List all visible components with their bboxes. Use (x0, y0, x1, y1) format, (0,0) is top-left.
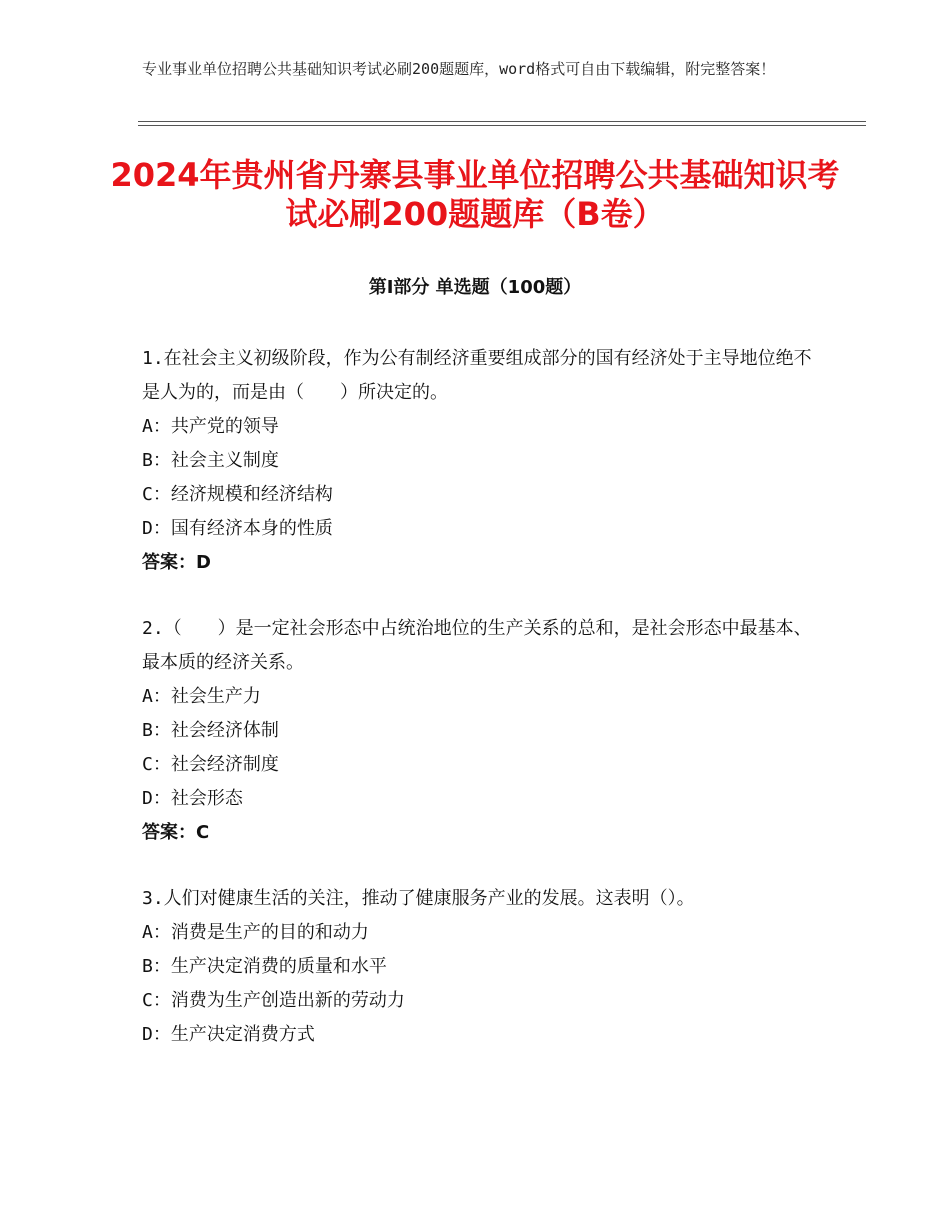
header-divider-top (138, 121, 866, 122)
question-stem: 2.（ ）是一定社会形态中占统治地位的生产关系的总和，是社会形态中最基本、最本质的经济关系。 (142, 618, 812, 673)
answer: 答案：D (142, 552, 211, 573)
option-c: C：经济规模和经济结构 (142, 484, 333, 505)
option-a: A：消费是生产的目的和动力 (142, 922, 369, 943)
question-list (142, 342, 812, 1084)
question-1 (142, 342, 812, 580)
section-heading: 第Ⅰ部分 单选题（100题） (368, 277, 582, 298)
answer: 答案：C (142, 822, 210, 843)
option-b: B：生产决定消费的质量和水平 (142, 956, 387, 977)
header-note: 专业事业单位招聘公共基础知识考试必刷200题题库，word格式可自由下载编辑，附完整答案！ (142, 60, 776, 78)
question-3 (142, 882, 812, 1052)
document-title: 2024年贵州省丹寨县事业单位招聘公共基础知识考试必刷200题题库（B卷） (110, 156, 840, 233)
option-a: A：共产党的领导 (142, 416, 279, 437)
option-c: C：社会经济制度 (142, 754, 279, 775)
option-d: D：生产决定消费方式 (142, 1024, 315, 1045)
option-a: A：社会生产力 (142, 686, 261, 707)
question-stem: 3.人们对健康生活的关注，推动了健康服务产业的发展。这表明（）。 (142, 888, 695, 909)
question-2 (142, 612, 812, 850)
header-divider-bottom (138, 125, 866, 126)
option-d: D：社会形态 (142, 788, 243, 809)
option-c: C：消费为生产创造出新的劳动力 (142, 990, 405, 1011)
option-b: B：社会主义制度 (142, 450, 279, 471)
option-d: D：国有经济本身的性质 (142, 518, 333, 539)
option-b: B：社会经济体制 (142, 720, 279, 741)
question-stem: 1.在社会主义初级阶段，作为公有制经济重要组成部分的国有经济处于主导地位绝不是人为的，而是由（ ）所决定的。 (142, 348, 812, 403)
